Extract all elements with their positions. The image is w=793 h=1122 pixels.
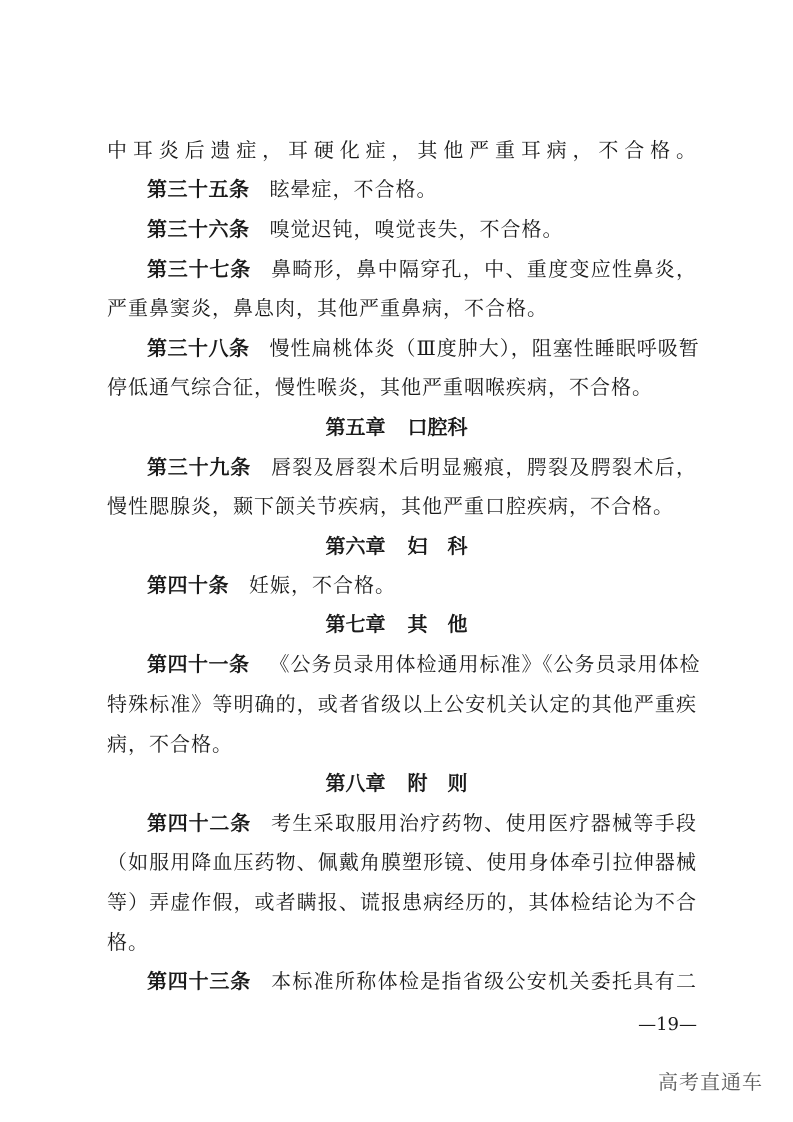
article-number: 第四十三条 xyxy=(147,969,252,993)
article-text: 慢性扁桃体炎（Ⅲ度肿大），阻塞性睡眠呼吸暂 xyxy=(269,336,700,360)
page-number: —19— xyxy=(638,1014,697,1035)
article-35 xyxy=(147,174,697,204)
article-42 xyxy=(147,808,697,838)
chapter-heading xyxy=(0,531,793,561)
article-text: 鼻畸形，鼻中隔穿孔，中、重度变应性鼻炎， xyxy=(271,257,697,281)
chapter-heading xyxy=(0,412,793,442)
chapter-number: 第七章 xyxy=(325,612,386,636)
article-number: 第四十条 xyxy=(147,573,229,597)
article-number: 第三十六条 xyxy=(147,217,250,241)
text-line: 特殊标准》等明确的，或者省级以上公安机关认定的其他严重疾 xyxy=(107,692,697,716)
article-text: 嗅觉迟钝，嗅觉丧失，不合格。 xyxy=(269,217,564,241)
text-line: 停低通气综合征，慢性喉炎，其他严重咽喉疾病，不合格。 xyxy=(107,375,653,399)
chapter-number: 第五章 xyxy=(325,415,386,439)
text-line: （如服用降血压药物、佩戴角膜塑形镜、使用身体牵引拉伸器械 xyxy=(107,850,697,874)
text-line: 格。 xyxy=(107,930,149,954)
article-number: 第四十二条 xyxy=(147,811,252,835)
chapter-title: 其 他 xyxy=(407,612,468,636)
article-38 xyxy=(147,333,700,363)
article-text: 唇裂及唇裂术后明显瘢痕，腭裂及腭裂术后， xyxy=(271,455,697,479)
text-line: 严重鼻窦炎，鼻息肉，其他严重鼻病，不合格。 xyxy=(107,296,548,320)
chapter-number: 第八章 xyxy=(325,771,386,795)
article-text: 眩晕症，不合格。 xyxy=(269,177,438,201)
article-37 xyxy=(147,254,697,284)
article-number: 第三十九条 xyxy=(147,455,252,479)
article-number: 第四十一条 xyxy=(147,652,250,676)
chapter-number: 第六章 xyxy=(325,534,386,558)
article-43 xyxy=(147,966,697,996)
article-text: 妊娠，不合格。 xyxy=(249,573,396,597)
article-39 xyxy=(147,452,697,482)
article-text: 考生采取服用治疗药物、使用医疗器械等手段 xyxy=(271,811,697,835)
text-line: 慢性腮腺炎，颞下颌关节疾病，其他严重口腔疾病，不合格。 xyxy=(107,494,674,518)
article-36 xyxy=(147,214,697,244)
chapter-heading xyxy=(0,768,793,798)
chapter-title: 妇 科 xyxy=(407,534,468,558)
article-40 xyxy=(147,570,697,600)
chapter-title: 附 则 xyxy=(407,771,468,795)
article-number: 第三十七条 xyxy=(147,257,252,281)
article-text: 《公务员录用体检通用标准》《公务员录用体检 xyxy=(269,652,701,676)
text-line: 中耳炎后遗症，耳硬化症，其他严重耳病，不合格。 xyxy=(107,138,697,162)
chapter-title: 口腔科 xyxy=(407,415,468,439)
text-line: 等）弄虚作假，或者瞒报、谎报患病经历的，其体检结论为不合 xyxy=(107,890,697,914)
article-41 xyxy=(147,649,701,679)
chapter-heading xyxy=(0,609,793,639)
article-number: 第三十五条 xyxy=(147,177,250,201)
article-number: 第三十八条 xyxy=(147,336,250,360)
text-line: 病，不合格。 xyxy=(107,732,233,756)
watermark-text: 高考直通车 xyxy=(658,1070,763,1094)
article-text: 本标准所称体检是指省级公安机关委托具有二 xyxy=(271,969,697,993)
